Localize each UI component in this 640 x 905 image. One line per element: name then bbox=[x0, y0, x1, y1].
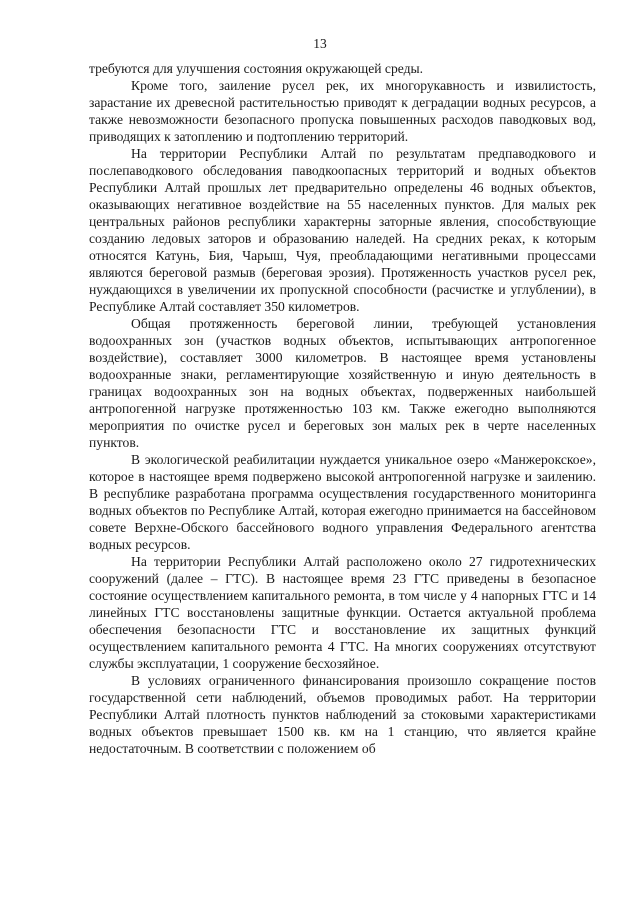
document-body bbox=[89, 60, 596, 757]
paragraph-continuation: требуются для улучшения состояния окружающей среды. bbox=[89, 61, 424, 76]
page-number: 13 bbox=[313, 36, 327, 51]
paragraph-water-protection-zones: Общая протяженность береговой линии, требующей установления водоохранных зон (участков водных объектов, испытывающих антропогенное воздействие), составляет 3000 километров. В настоящее время установлены водоохранные знаки, регламентирующие хозяйственную и иную деятельность в границах водоохранных зон на водных объектах, подверженных наибольшей антропогенной нагрузке протяженностью 103 км. Также ежегодно выполняются мероприятия по очистке русел и береговых зон малых рек в черте населенных пунктов. bbox=[89, 316, 596, 450]
paragraph-lake-manzherok: В экологической реабилитации нуждается уникальное озеро «Манжерокское», которое в настоящее время подвержено высокой антропогенной нагрузке и заилению. В республике разработана программа осуществления государственного мониторинга водных объектов по Республике Алтай, которая ежегодно принимается на бассейновом совете Верхне-Обского бассейнового водного управления Федерального агентства водных ресурсов. bbox=[89, 452, 596, 552]
paragraph-flood-survey: На территории Республики Алтай по результатам предпаводкового и послепаводкового обследования паводкоопасных территорий и водных объектов Республики Алтай прошлых лет предварительно определены 46 водных объектов, оказывающих негативное воздействие на 55 населенных пунктов. Для малых рек центральных районов республики характерны заторные явления, способствующие созданию ледовых заторов и образованию наледей. На средних реках, к которым относятся Катунь, Бия, Чарыш, Чуя, преобладающими негативными процессами являются береговой размыв (береговая эрозия). Протяженность участков русел рек, нуждающихся в увеличении их пропускной способности (расчистке и углублении), в Республике Алтай составляет 350 километров. bbox=[89, 146, 596, 314]
paragraph-hydraulic-structures: На территории Республики Алтай расположено около 27 гидротехнических сооружений (далее – ГТС). В настоящее время 23 ГТС приведены в безопасное состояние осуществлением капитального ремонта, в том числе у 4 напорных ГТС и 14 линейных ГТС восстановлены защитные функции. Остается актуальной проблема обеспечения безопасности ГТС и восстановление их защитных функций осуществлением капитального ремонта 4 ГТС. На многих сооружениях отсутствуют службы эксплуатации, 1 сооружение бесхозяйное. bbox=[89, 554, 596, 671]
paragraph-river-siltation: Кроме того, заиление русел рек, их многорукавность и извилистость, зарастание их древесной растительностью приводят к деградации водных ресурсов, а также невозможности безопасного пропуска повышенных расходов паводковых вод, приводящих к затоплению и подтоплению территорий. bbox=[89, 78, 596, 144]
paragraph-observation-network: В условиях ограниченного финансирования произошло сокращение постов государственной сети наблюдений, объемов проводимых работ. На территории Республики Алтай плотность пунктов наблюдений за стоковыми характеристиками водных объектов превышает 1500 кв. км на 1 станцию, что является крайне недостаточным. В соответствии с положением об bbox=[89, 673, 596, 756]
